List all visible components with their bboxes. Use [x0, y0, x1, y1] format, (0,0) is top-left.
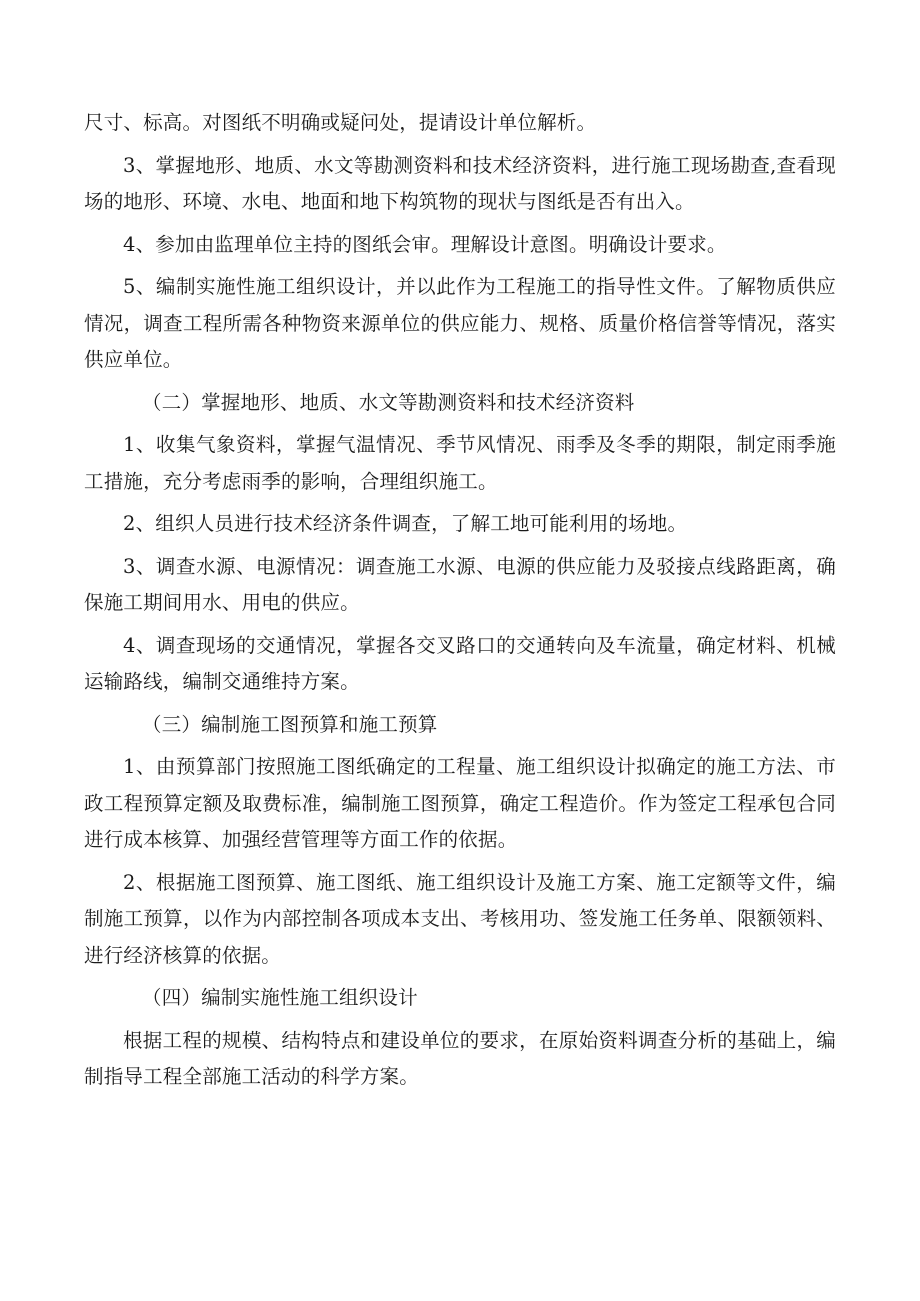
paragraph-item-1: 1、收集气象资料，掌握气温情况、季节风情况、雨季及冬季的期限，制定雨季施工措施，充分考虑雨季的影响，合理组织施工。 — [84, 433, 836, 493]
paragraph-item-4b: 4、调查现场的交通情况，掌握各交叉路口的交通转向及车流量，确定材料、机械运输路线，编制交通维持方案。 — [84, 633, 836, 693]
section-heading-4: （四）编制实施性施工组织设计 — [142, 986, 418, 1009]
document-body — [84, 105, 836, 1102]
paragraph-item-3: 3、掌握地形、地质、水文等勘测资料和技术经济资料，进行施工现场勘查,查看现场的地形、环境、水电、地面和地下构筑物的现状与图纸是否有出入。 — [84, 153, 836, 213]
section-heading-2: （二）掌握地形、地质、水文等勘测资料和技术经济资料 — [142, 390, 635, 414]
paragraph-continuation: 尺寸、标高。对图纸不明确或疑问处，提请设计单位解析。 — [84, 111, 597, 134]
paragraph-item-1c: 1、由预算部门按照施工图纸确定的工程量、施工组织设计拟确定的施工方法、市政工程预算定额及取费标准，编制施工图预算，确定工程造价。作为签定工程承包合同进行成本核算、加强经营管理等方面工作的依据。 — [84, 755, 836, 851]
section-heading-3: （三）编制施工图预算和施工预算 — [142, 712, 438, 736]
paragraph-item-4: 4、参加由监理单位主持的图纸会审。理解设计意图。明确设计要求。 — [123, 232, 727, 256]
paragraph-body: 根据工程的规模、结构特点和建设单位的要求，在原始资料调查分析的基础上，编制指导工程全部施工活动的科学方案。 — [84, 1028, 836, 1088]
paragraph-item-2: 2、组织人员进行技术经济条件调查，了解工地可能利用的场地。 — [123, 512, 688, 535]
paragraph-item-2c: 2、根据施工图预算、施工图纸、施工组织设计及施工方案、施工定额等文件，编制施工预算，以作为内部控制各项成本支出、考核用功、签发施工任务单、限额领料、进行经济核算的依据。 — [84, 870, 836, 967]
paragraph-item-5: 5、编制实施性施工组织设计，并以此作为工程施工的指导性文件。了解物质供应情况，调查工程所需各种物资来源单位的供应能力、规格、质量价格信誉等情况，落实供应单位。 — [84, 275, 836, 371]
paragraph-item-3b: 3、调查水源、电源情况：调查施工水源、电源的供应能力及驳接点线路距离，确保施工期间用水、用电的供应。 — [84, 554, 836, 614]
